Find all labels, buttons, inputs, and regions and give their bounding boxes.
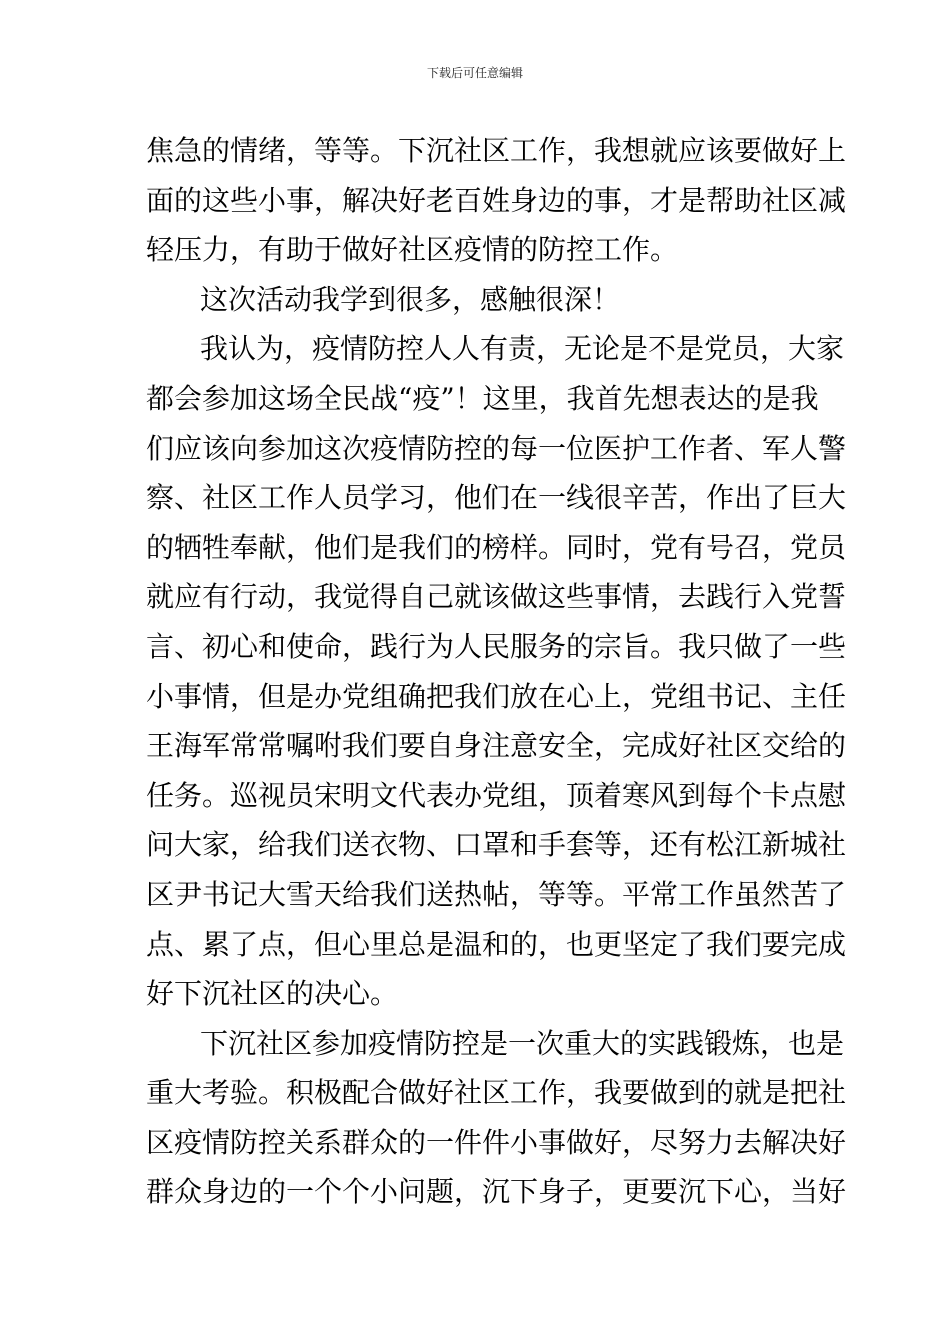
text-line: 好下沉社区的决心。	[146, 977, 399, 1011]
text-line: 重大考验。积极配合做好社区工作，我要做到的就是把社	[146, 1076, 847, 1110]
paragraph-first-line: 下沉社区参加疫情防控是一次重大的实践锻炼，也是	[200, 1026, 845, 1060]
text-line: 面的这些小事，解决好老百姓身边的事，才是帮助社区减	[146, 183, 847, 217]
text-line: 察、社区工作人员学习，他们在一线很辛苦，作出了巨大	[146, 481, 847, 515]
text-line: 区疫情防控关系群众的一件件小事做好，尽努力去解决好	[146, 1125, 847, 1159]
text-line: 言、初心和使命，践行为人民服务的宗旨。我只做了一些	[146, 629, 847, 663]
text-line: 点、累了点，但心里总是温和的，也更坚定了我们要完成	[146, 927, 847, 961]
paragraph-first-line: 这次活动我学到很多，感触很深！	[200, 282, 621, 316]
text-line: 焦急的情绪，等等。下沉社区工作，我想就应该要做好上	[146, 134, 847, 167]
text-line: 都会参加这场全民战“疫”！这里，我首先想表达的是我	[146, 381, 819, 415]
text-line: 小事情，但是办党组确把我们放在心上，党组书记、主任	[146, 679, 847, 713]
text-line: 任务。巡视员宋明文代表办党组，顶着寒风到每个卡点慰	[146, 778, 847, 812]
text-line: 的牺牲奉献，他们是我们的榜样。同时，党有号召，党员	[146, 530, 847, 564]
paragraph-first-line: 我认为，疫情防控人人有责，无论是不是党员，大家	[200, 332, 845, 366]
text-line: 群众身边的一个个小问题，沉下身子，更要沉下心，当好	[146, 1175, 847, 1209]
text-line: 问大家，给我们送衣物、口罩和手套等，还有松江新城社	[146, 828, 847, 862]
text-line: 轻压力，有助于做好社区疫情的防控工作。	[146, 233, 679, 267]
text-line: 区尹书记大雪天给我们送热帖，等等。平常工作虽然苦了	[146, 877, 847, 911]
text-line: 们应该向参加这次疫情防控的每一位医护工作者、军人警	[146, 431, 847, 465]
text-line: 就应有行动，我觉得自己就该做这些事情，去践行入党誓	[146, 580, 847, 614]
header-note: 下载后可任意编辑	[426, 66, 523, 80]
text-line: 王海军常常嘱咐我们要自身注意安全，完成好社区交给的	[146, 729, 847, 763]
document-body	[146, 126, 847, 1217]
